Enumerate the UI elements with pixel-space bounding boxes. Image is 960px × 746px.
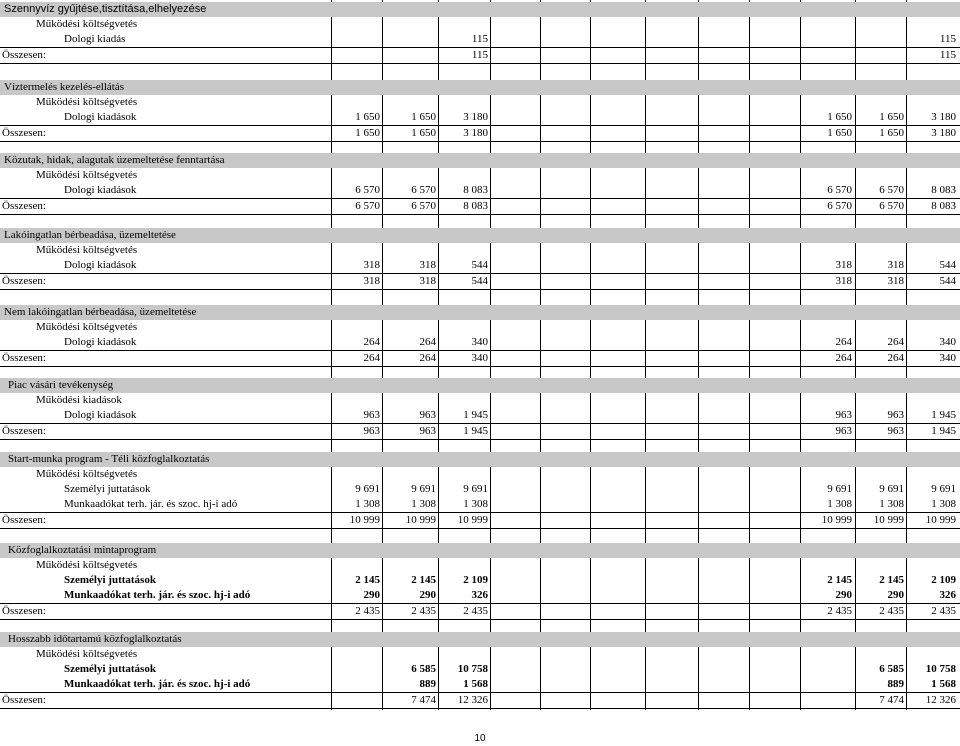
value-cell: 290: [363, 589, 380, 601]
value-cell: 6 570: [879, 200, 904, 212]
value-cell: 1 650: [879, 127, 904, 139]
section-title: Közutak, hidak, alagutak üzemeltetése fenntartása: [4, 154, 225, 166]
total-row: [0, 512, 960, 529]
value-cell: 10 999: [925, 514, 956, 526]
section-subheader-row: [0, 647, 960, 662]
value-cell: 2 145: [355, 574, 380, 586]
value-cell: 963: [835, 409, 852, 421]
item-row: [0, 677, 960, 692]
value-cell: 318: [419, 259, 436, 271]
value-cell: 1 650: [879, 111, 904, 123]
value-cell: 2 109: [463, 574, 488, 586]
value-cell: 3 180: [931, 111, 956, 123]
value-cell: 318: [835, 275, 852, 287]
section-subheader: Működési költségvetés: [36, 18, 138, 30]
item-label: Dologi kiadások: [64, 111, 137, 123]
value-cell: 7 474: [411, 694, 436, 706]
item-row: [0, 482, 960, 497]
value-cell: 2 145: [879, 574, 904, 586]
section-subheader: Működési költségvetés: [36, 559, 138, 571]
value-cell: 1 650: [355, 127, 380, 139]
value-cell: 8 083: [463, 184, 488, 196]
section-subheader: Működési költségvetés: [36, 96, 138, 108]
total-label: Összesen:: [2, 49, 46, 61]
item-row: [0, 497, 960, 512]
value-cell: 115: [939, 33, 956, 45]
item-row: [0, 573, 960, 588]
total-label: Összesen:: [2, 352, 46, 364]
value-cell: 340: [471, 352, 488, 364]
value-cell: 2 109: [931, 574, 956, 586]
value-cell: 8 083: [931, 200, 956, 212]
item-label: Dologi kiadások: [64, 336, 137, 348]
value-cell: 1 308: [879, 498, 904, 510]
total-label: Összesen:: [2, 605, 46, 617]
value-cell: 326: [471, 589, 488, 601]
value-cell: 12 326: [925, 694, 956, 706]
value-cell: 963: [363, 425, 380, 437]
section-subheader: Működési költségvetés: [36, 648, 138, 660]
value-cell: 9 691: [463, 483, 488, 495]
value-cell: 10 999: [457, 514, 488, 526]
item-row: [0, 32, 960, 47]
item-row: [0, 408, 960, 423]
item-label: Személyi juttatások: [64, 663, 156, 675]
item-row: [0, 662, 960, 677]
value-cell: 6 570: [827, 200, 852, 212]
value-cell: 2 435: [879, 605, 904, 617]
value-cell: 10 758: [457, 663, 488, 675]
value-cell: 8 083: [931, 184, 956, 196]
total-row: [0, 603, 960, 620]
total-label: Összesen:: [2, 514, 46, 526]
section-title-row: [0, 543, 960, 558]
value-cell: 9 691: [827, 483, 852, 495]
value-cell: 544: [939, 259, 956, 271]
value-cell: 6 570: [879, 184, 904, 196]
section-title-row: [0, 305, 960, 320]
value-cell: 9 691: [879, 483, 904, 495]
total-row: [0, 125, 960, 142]
item-row: [0, 183, 960, 198]
section-title-row: [0, 452, 960, 467]
item-row: [0, 335, 960, 350]
section-title: Nem lakóingatlan bérbeadása, üzemeltetése: [4, 306, 197, 318]
item-label: Dologi kiadások: [64, 409, 137, 421]
section-title: Start-munka program - Téli közfoglalkoztatás: [8, 453, 210, 465]
total-row: [0, 692, 960, 709]
section-title: Szennyvíz gyűjtése,tisztítása,elhelyezése: [4, 3, 207, 15]
total-row: [0, 350, 960, 367]
total-row: [0, 198, 960, 215]
value-cell: 889: [887, 678, 904, 690]
item-label: Munkaadókat terh. jár. és szoc. hj-i adó: [64, 498, 238, 510]
value-cell: 264: [419, 352, 436, 364]
value-cell: 963: [363, 409, 380, 421]
total-row: [0, 423, 960, 440]
section-title-row: [0, 80, 960, 95]
item-row: [0, 588, 960, 603]
value-cell: 963: [419, 425, 436, 437]
value-cell: 9 691: [411, 483, 436, 495]
value-cell: 963: [887, 409, 904, 421]
item-label: Munkaadókat terh. jár. és szoc. hj-i adó: [64, 589, 251, 601]
value-cell: 12 326: [457, 694, 488, 706]
value-cell: 2 145: [411, 574, 436, 586]
section-title-row: [0, 632, 960, 647]
value-cell: 7 474: [879, 694, 904, 706]
total-label: Összesen:: [2, 694, 46, 706]
section-title-row: [0, 153, 960, 168]
value-cell: 2 145: [827, 574, 852, 586]
section-subheader: Működési költségvetés: [36, 244, 138, 256]
section-subheader-row: [0, 320, 960, 335]
value-cell: 889: [419, 678, 436, 690]
section-subheader: Működési kiadások: [36, 394, 122, 406]
value-cell: 963: [835, 425, 852, 437]
section-subheader-row: [0, 95, 960, 110]
value-cell: 1 650: [827, 111, 852, 123]
value-cell: 1 308: [931, 498, 956, 510]
value-cell: 9 691: [355, 483, 380, 495]
value-cell: 963: [887, 425, 904, 437]
value-cell: 3 180: [463, 127, 488, 139]
value-cell: 1 945: [931, 409, 956, 421]
value-cell: 1 945: [931, 425, 956, 437]
value-cell: 2 435: [931, 605, 956, 617]
value-cell: 10 999: [873, 514, 904, 526]
value-cell: 1 308: [827, 498, 852, 510]
value-cell: 318: [363, 275, 380, 287]
section-subheader-row: [0, 558, 960, 573]
value-cell: 9 691: [931, 483, 956, 495]
section-title-row: [0, 228, 960, 243]
value-cell: 6 570: [411, 184, 436, 196]
section-subheader-row: [0, 243, 960, 258]
value-cell: 8 083: [463, 200, 488, 212]
value-cell: 1 308: [355, 498, 380, 510]
value-cell: 115: [471, 49, 488, 61]
section-subheader-row: [0, 17, 960, 32]
value-cell: 264: [835, 352, 852, 364]
item-label: Személyi juttatások: [64, 483, 151, 495]
value-cell: 10 999: [821, 514, 852, 526]
value-cell: 264: [363, 352, 380, 364]
section-subheader: Működési költségvetés: [36, 468, 138, 480]
value-cell: 2 435: [355, 605, 380, 617]
value-cell: 2 435: [827, 605, 852, 617]
section-subheader-row: [0, 393, 960, 408]
value-cell: 1 568: [931, 678, 956, 690]
value-cell: 10 758: [925, 663, 956, 675]
item-label: Dologi kiadás: [64, 33, 126, 45]
value-cell: 318: [363, 259, 380, 271]
value-cell: 264: [887, 336, 904, 348]
value-cell: 6 585: [411, 663, 436, 675]
value-cell: 1 650: [355, 111, 380, 123]
item-label: Dologi kiadások: [64, 184, 137, 196]
value-cell: 290: [835, 589, 852, 601]
item-label: Dologi kiadások: [64, 259, 137, 271]
section-subheader: Működési költségvetés: [36, 169, 138, 181]
value-cell: 1 308: [411, 498, 436, 510]
section-title: Lakóingatlan bérbeadása, üzemeltetése: [4, 229, 176, 241]
value-cell: 1 650: [411, 127, 436, 139]
value-cell: 264: [835, 336, 852, 348]
value-cell: 6 585: [879, 663, 904, 675]
value-cell: 3 180: [463, 111, 488, 123]
section-subheader-row: [0, 467, 960, 482]
section-subheader-row: [0, 168, 960, 183]
value-cell: 963: [419, 409, 436, 421]
value-cell: 544: [471, 275, 488, 287]
value-cell: 318: [887, 259, 904, 271]
total-label: Összesen:: [2, 200, 46, 212]
total-label: Összesen:: [2, 425, 46, 437]
value-cell: 115: [471, 33, 488, 45]
section-title: Víztermelés kezelés-ellátás: [4, 81, 125, 93]
total-row: [0, 47, 960, 64]
section-title-row: [0, 2, 960, 17]
value-cell: 340: [939, 336, 956, 348]
total-row: [0, 273, 960, 290]
value-cell: 264: [887, 352, 904, 364]
value-cell: 264: [419, 336, 436, 348]
value-cell: 544: [471, 259, 488, 271]
value-cell: 290: [887, 589, 904, 601]
value-cell: 1 650: [827, 127, 852, 139]
page-number: 10: [474, 733, 486, 744]
total-label: Összesen:: [2, 127, 46, 139]
section-title-row: [0, 378, 960, 393]
value-cell: 2 435: [463, 605, 488, 617]
item-label: Személyi juttatások: [64, 574, 156, 586]
value-cell: 1 650: [411, 111, 436, 123]
section-title: Piac vásári tevékenység: [8, 379, 114, 391]
value-cell: 264: [363, 336, 380, 348]
value-cell: 340: [471, 336, 488, 348]
value-cell: 6 570: [827, 184, 852, 196]
value-cell: 6 570: [355, 200, 380, 212]
value-cell: 1 568: [463, 678, 488, 690]
value-cell: 544: [939, 275, 956, 287]
item-row: [0, 110, 960, 125]
value-cell: 10 999: [349, 514, 380, 526]
value-cell: 318: [887, 275, 904, 287]
value-cell: 6 570: [411, 200, 436, 212]
value-cell: 326: [939, 589, 956, 601]
section-subheader: Működési költségvetés: [36, 321, 138, 333]
value-cell: 1 945: [463, 409, 488, 421]
value-cell: 3 180: [931, 127, 956, 139]
value-cell: 318: [419, 275, 436, 287]
value-cell: 290: [419, 589, 436, 601]
value-cell: 340: [939, 352, 956, 364]
value-cell: 10 999: [405, 514, 436, 526]
value-cell: 318: [835, 259, 852, 271]
section-title: Közfoglalkoztatási mintaprogram: [8, 544, 157, 556]
value-cell: 6 570: [355, 184, 380, 196]
section-title: Hosszabb időtartamú közfoglalkoztatás: [8, 633, 182, 645]
item-label: Munkaadókat terh. jár. és szoc. hj-i adó: [64, 678, 251, 690]
value-cell: 115: [939, 49, 956, 61]
value-cell: 1 308: [463, 498, 488, 510]
value-cell: 2 435: [411, 605, 436, 617]
item-row: [0, 258, 960, 273]
total-label: Összesen:: [2, 275, 46, 287]
value-cell: 1 945: [463, 425, 488, 437]
